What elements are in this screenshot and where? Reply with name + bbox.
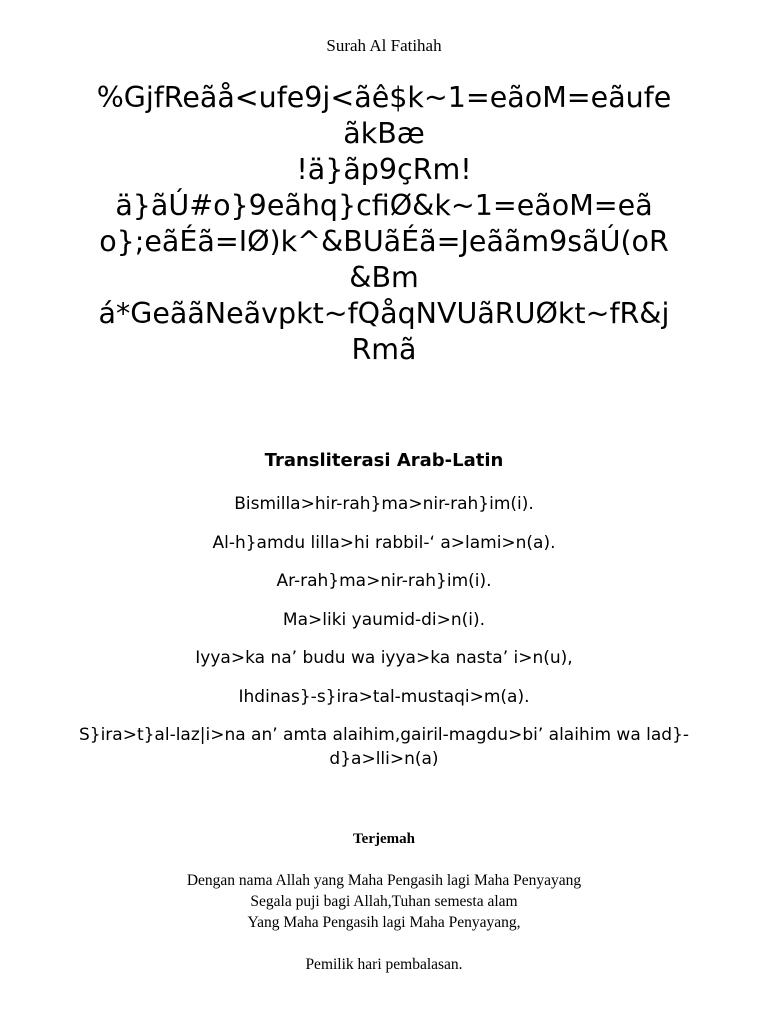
transliteration-line: Ar-rah}ma>nir-rah}im(i). [276, 571, 492, 591]
transliteration-line: Al-h}amdu lilla>hi rabbil-‘ a>lami>n(a). [212, 532, 556, 553]
transliteration-line: Ihdinas}-s}ira>tal-mustaqi>m(a). [238, 686, 530, 707]
arabic-text-block [40, 80, 728, 368]
transliteration-line: Bismilla>hir-rah}ma>nir-rah}im(i). [234, 494, 534, 514]
translation-block [0, 870, 768, 933]
translation-line: Pemilik hari pembalasan. [305, 956, 463, 973]
transliteration-heading: Transliterasi Arab-Latin [264, 450, 504, 471]
page-title: Surah Al Fatihah [326, 36, 442, 55]
arabic-line: á*GeããNeãvpkt~fQåqNVUãRUØkt~fR&j [98, 297, 670, 330]
arabic-line: !ä}ãp9çRm! [296, 153, 472, 186]
arabic-line: o};eãÉã=IØ)k^&BUãÉã=Jeããm9sãÚ(oR [99, 225, 669, 258]
arabic-line: %GjfReãå<ufe9j<ãê$k~1=eãoM=eãufe [96, 81, 672, 114]
transliteration-list [30, 492, 738, 771]
arabic-line: Rmã [351, 333, 417, 366]
translation-line: Dengan nama Allah yang Maha Pengasih lagi Maha Penyayang [186, 872, 582, 889]
transliteration-line: S}ira>t}al-laz|i>na an’ amta alaihim,gairil-magdu>bi’ alaihim wa lad}-d}a>lli>n(a) [78, 725, 690, 769]
translation-heading: Terjemah [353, 831, 415, 847]
arabic-line: ãkBæ [343, 117, 425, 150]
transliteration-line: Ma>liki yaumid-di>n(i). [282, 609, 486, 630]
translation-line: Yang Maha Pengasih lagi Maha Penyayang, [247, 914, 521, 931]
arabic-line: &Bm [349, 261, 419, 294]
transliteration-line: Iyya>ka na’ budu wa iyya>ka nasta’ i>n(u), [195, 648, 573, 668]
translation-line: Segala puji bagi Allah,Tuhan semesta alam [250, 893, 518, 910]
arabic-line: ä}ãÚ#o}9eãhq}cfiØ&k~1=eãoM=eã [115, 189, 653, 222]
